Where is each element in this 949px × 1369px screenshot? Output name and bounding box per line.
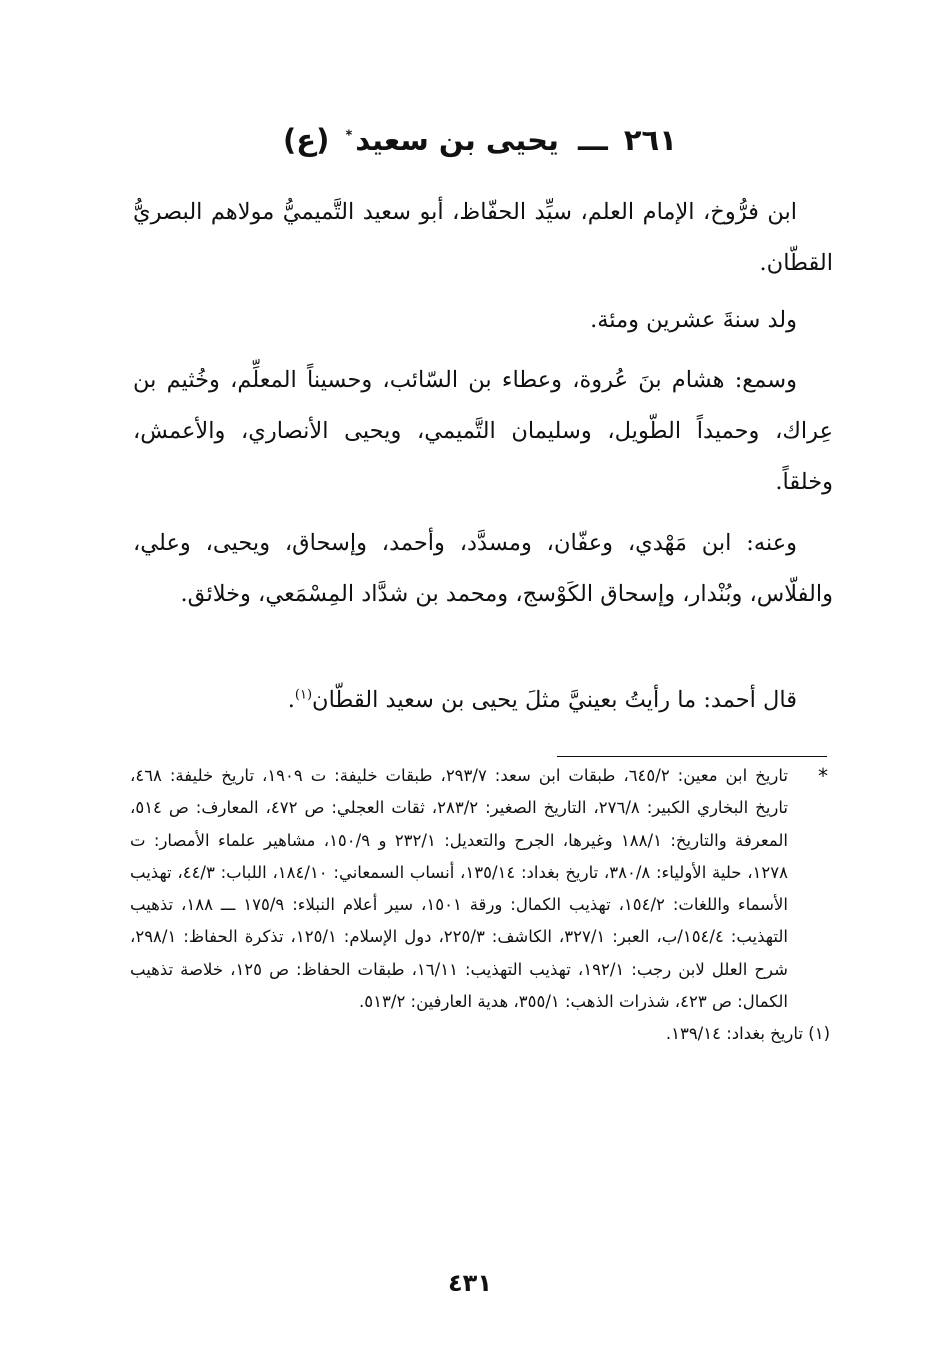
paragraph-quote	[133, 675, 833, 726]
entry-star: *	[345, 128, 353, 144]
paragraph-birth: ولد سنةَ عشرين ومئة.	[590, 307, 797, 333]
entry-code: (ع)	[283, 123, 330, 157]
quote-end: .	[287, 687, 295, 713]
paragraph-lineage: ابن فرُّوخ، الإمام العلم، سيِّد الحفّاظ، أبو سعيد التَّميميُّ مولاهم البصريُّ القطّان.	[133, 199, 833, 276]
footnote-sources-text: تاريخ ابن معين: ٦٤٥/٢، طبقات ابن سعد: ٢٩٣/٧، طبقات خليفة: ت ١٩٠٩، تاريخ خليفة: ٤٦٨، تاريخ البخاري الكبير: ٢٧٦/٨، التاريخ الصغير: ٢٨٣/٢، ثقات العجلي: ص ٤٧٢، المعارف: ص ٥١٤، المعرفة والتاريخ: ١٨٨/١ وغيرها، الجرح والتعديل: ٢٣٢/١ و ١٥٠/٩، مشاهير علماء الأمصار: ت ١٢٧٨، حلية الأولياء: ٣٨٠/٨، تاريخ بغداد: ١٣٥/١٤، أنساب السمعاني: ١٨٤/١٠، اللباب: ٤٤/٣، تهذيب الأسماء واللغات: ١٥٤/٢، تهذيب الكمال: ورقة ١٥٠١، سير أعلام النبلاء: ١٧٥/٩ ـــ ١٨٨، تذهيب التهذيب: ١٥٤/٤/ب، العبر: ٣٢٧/١، الكاشف: ٢٢٥/٣، دول الإسلام: ١٢٥/١، تذكرة الحفاظ: ٢٩٨/١، شرح العلل لابن رجب: ١٩٢/١، تهذيب التهذيب: ١٦/١١، طبقات الحفاظ: ص ١٢٥، خلاصة تذهيب الكمال: ص ٤٢٣، شذرات الذهب: ٣٥٥/١، هدية العارفين: ٥١٣/٢.	[130, 766, 789, 1012]
footnote-reference-text: (١) تاريخ بغداد: ١٣٩/١٤.	[665, 1024, 830, 1044]
footnote-divider	[557, 756, 827, 757]
biography-teachers	[133, 355, 833, 508]
entry-number: ٢٦١	[623, 123, 677, 157]
footnote-ref-marker: (١)	[294, 687, 313, 703]
entry-dash: ـــ	[578, 123, 608, 157]
biography-students	[133, 518, 833, 620]
page-number: ٤٣١	[448, 1269, 492, 1297]
entry-name	[345, 123, 561, 157]
footnote-star-marker: *	[818, 764, 828, 788]
biography-quote	[133, 675, 833, 726]
entry-heading	[130, 118, 830, 162]
quote-text: قال أحمد: ما رأيتُ بعينيَّ مثلَ يحيى بن سعيد القطّان	[312, 687, 797, 713]
footnote-sources	[130, 760, 830, 1018]
footnote-reference	[130, 1018, 830, 1050]
biography-body	[133, 187, 833, 289]
entry-name-text: يحيى بن سعيد	[355, 123, 559, 157]
paragraph-teachers: وسمع: هشام بنَ عُروة، وعطاء بن السّائب، وحسيناً المعلِّم، وخُثيم بن عِراك، وحميداً الطّويل، وسليمان التَّميمي، ويحيى الأنصاري، والأعمش، وخلقاً.	[133, 367, 833, 495]
paragraph-students: وعنه: ابن مَهْدي، وعفّان، ومسدَّد، وأحمد، وإسحاق، ويحيى، وعلي، والفلّاس، وبُنْدار، وإسحاق الكَوْسج، ومحمد بن شدَّاد المِسْمَعي، وخلائق.	[133, 530, 833, 607]
footnotes	[130, 760, 830, 1051]
biography-birth	[133, 295, 833, 346]
